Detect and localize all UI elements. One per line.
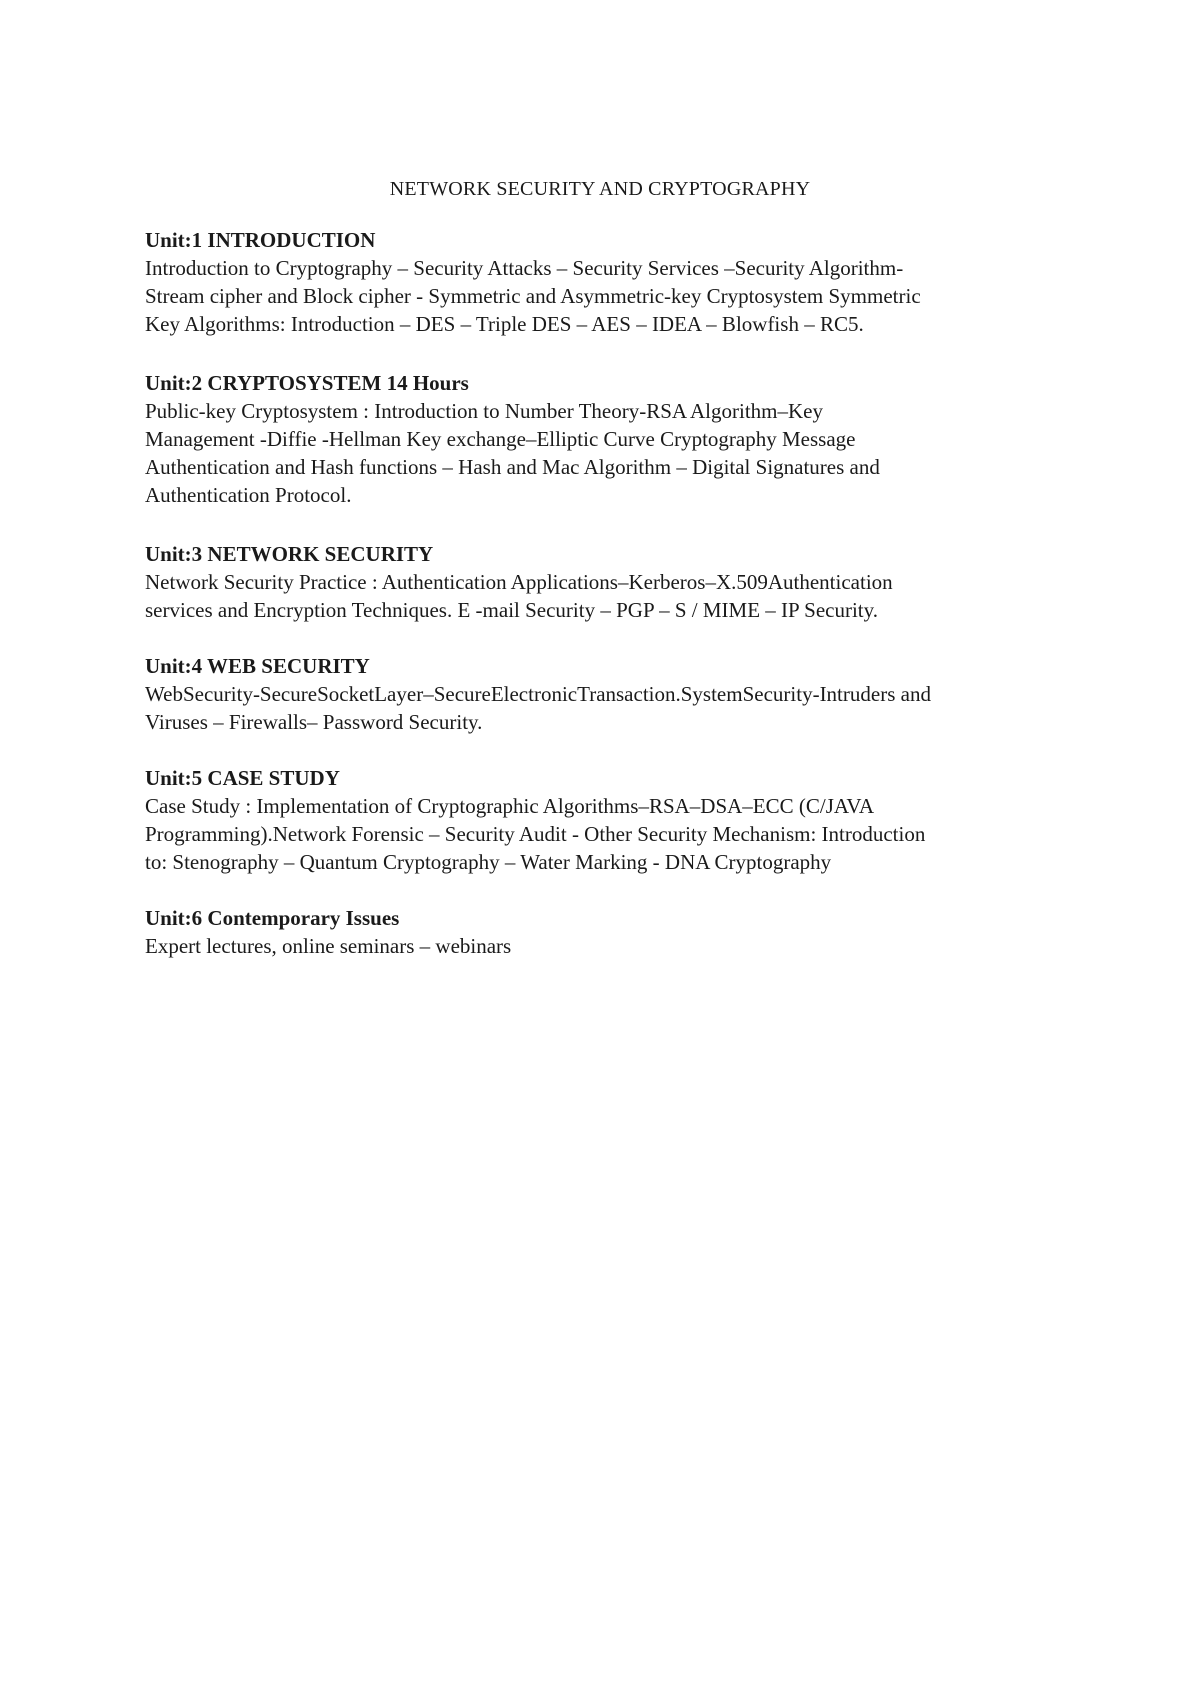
- unit-1-section: [145, 226, 1085, 338]
- unit-6-section: [145, 904, 1085, 960]
- body-line: Network Security Practice : Authentication Applications–Kerberos–X.509Authentication: [145, 570, 893, 594]
- unit-3-section: [145, 540, 1085, 624]
- unit-heading: Unit:6 Contemporary Issues: [145, 906, 400, 930]
- unit-body: [145, 792, 1085, 876]
- unit-body: [145, 680, 1085, 736]
- body-line: Expert lectures, online seminars – webinars: [145, 934, 512, 958]
- body-line: WebSecurity-SecureSocketLayer–SecureElectronicTransaction.SystemSecurity-Intruders and: [145, 682, 931, 706]
- body-line: Key Algorithms: Introduction – DES – Triple DES – AES – IDEA – Blowfish – RC5.: [145, 312, 864, 336]
- unit-4-section: [145, 652, 1085, 736]
- body-line: to: Stenography – Quantum Cryptography – Water Marking - DNA Cryptography: [145, 850, 832, 874]
- document-title: NETWORK SECURITY AND CRYPTOGRAPHY: [389, 178, 811, 200]
- body-line: services and Encryption Techniques. E -mail Security – PGP – S / MIME – IP Security.: [145, 598, 879, 622]
- body-line: Authentication Protocol.: [145, 483, 352, 507]
- body-line: Viruses – Firewalls– Password Security.: [145, 710, 483, 734]
- unit-heading: Unit:2 CRYPTOSYSTEM 14 Hours: [145, 371, 469, 395]
- body-line: Case Study : Implementation of Cryptographic Algorithms–RSA–DSA–ECC (C/JAVA: [145, 794, 874, 818]
- unit-heading: Unit:4 WEB SECURITY: [145, 654, 370, 678]
- unit-body: [145, 397, 1085, 509]
- unit-body: [145, 568, 1085, 624]
- unit-5-section: [145, 764, 1085, 876]
- unit-body: [145, 932, 1085, 960]
- body-line: Stream cipher and Block cipher - Symmetric and Asymmetric-key Cryptosystem Symmetric: [145, 284, 921, 308]
- body-line: Public-key Cryptosystem : Introduction to Number Theory-RSA Algorithm–Key: [145, 399, 823, 423]
- unit-heading: Unit:1 INTRODUCTION: [145, 228, 376, 252]
- unit-heading: Unit:5 CASE STUDY: [145, 766, 340, 790]
- unit-body: [145, 254, 1085, 338]
- body-line: Programming).Network Forensic – Security Audit - Other Security Mechanism: Introduction: [145, 822, 926, 846]
- unit-heading: Unit:3 NETWORK SECURITY: [145, 542, 434, 566]
- unit-2-section: [145, 369, 1085, 509]
- body-line: Management -Diffie -Hellman Key exchange–Elliptic Curve Cryptography Message: [145, 427, 856, 451]
- body-line: Authentication and Hash functions – Hash and Mac Algorithm – Digital Signatures and: [145, 455, 880, 479]
- body-line: Introduction to Cryptography – Security Attacks – Security Services –Security Algorithm-: [145, 256, 904, 280]
